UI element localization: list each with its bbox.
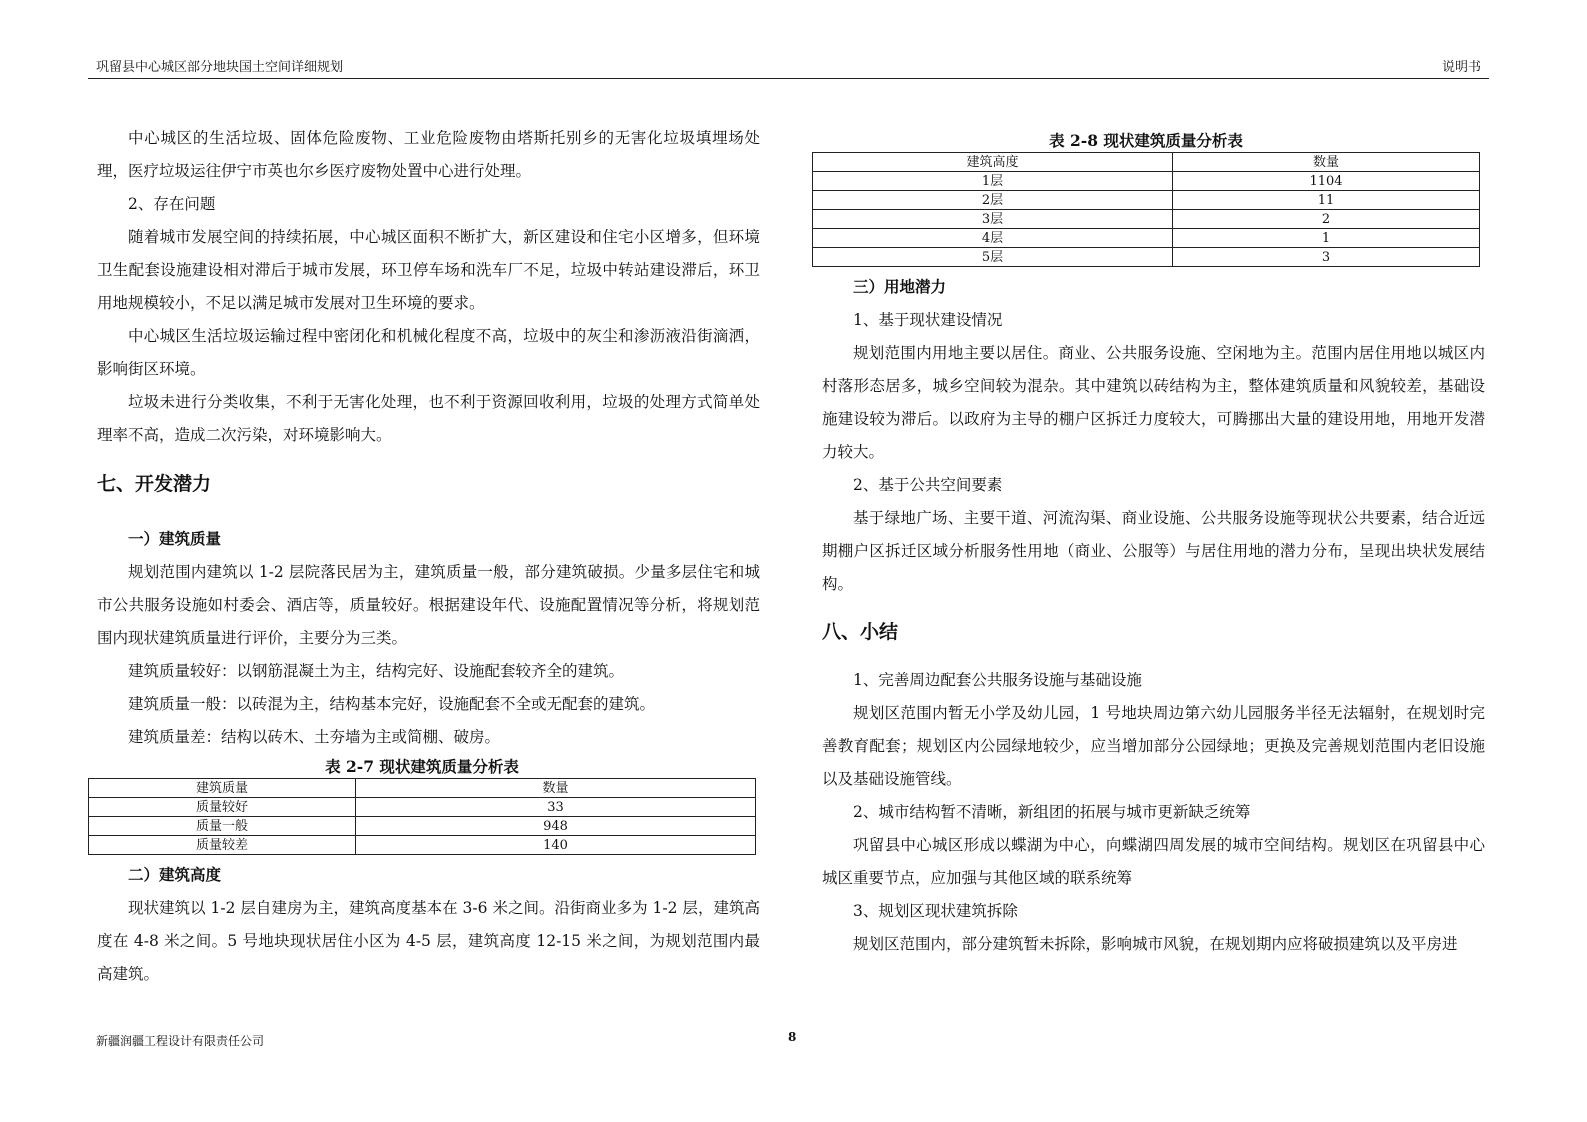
right-column [822, 122, 1485, 961]
table-row [813, 248, 1480, 267]
sub-item: 2、城市结构暂不清晰，新组团的拓展与城市更新缺乏统筹 [853, 803, 1251, 821]
table-cell: 2 [1173, 210, 1480, 229]
sub-item: 2、存在问题 [128, 195, 216, 213]
table-row [813, 210, 1480, 229]
table-header-cell: 建筑质量 [89, 779, 356, 798]
table-cell: 140 [356, 836, 756, 855]
table-2-7-caption: 表 2-7 现状建筑质量分析表 [325, 757, 519, 776]
table-cell: 1层 [813, 172, 1173, 191]
table-cell: 948 [356, 817, 756, 836]
paragraph: 随着城市发展空间的持续拓展，中心城区面积不断扩大，新区建设和住宅小区增多，但环境卫生配套设施建设相对滞后于城市发展，环卫停车场和洗车厂不足，垃圾中转站建设滞后，环卫用地规模较小，不足以满足城市发展对卫生环境的要求。 [97, 228, 760, 312]
section-heading-seven: 七、开发潜力 [97, 473, 212, 495]
paragraph: 基于绿地广场、主要干道、河流沟渠、商业设施、公共服务设施等现状公共要素，结合近远期棚户区拆迁区域分析服务性用地（商业、公服等）与居住用地的潜力分布，呈现出块状发展结构。 [822, 509, 1485, 593]
table-header-cell: 数量 [356, 779, 756, 798]
paragraph: 规划区范围内暂无小学及幼儿园，1 号地块周边第六幼儿园服务半径无法辐射，在规划时完善教育配套；规划区内公园绿地较少，应当增加部分公园绿地；更换及完善规划范围内老旧设施以及基础设施管线。 [822, 704, 1485, 788]
page-number: 8 [788, 1030, 797, 1044]
table-row [813, 191, 1480, 210]
table-cell: 质量一般 [89, 817, 356, 836]
paragraph: 建筑质量一般：以砖混为主，结构基本完好，设施配套不全或无配套的建筑。 [128, 695, 656, 713]
table-row [89, 817, 756, 836]
table-cell: 1 [1173, 229, 1480, 248]
document-type: 说明书 [1441, 60, 1481, 75]
paragraph: 规划范围内建筑以 1-2 层院落民居为主，建筑质量一般，部分建筑破损。少量多层住宅和城市公共服务设施如村委会、酒店等，质量较好。根据建设年代、设施配置情况等分析，将规划范围内现状建筑质量进行评价，主要分为三类。 [97, 563, 760, 647]
paragraph: 规划范围内用地主要以居住。商业、公共服务设施、空闲地为主。范围内居住用地以城区内村落形态居多，城乡空间较为混杂。其中建筑以砖结构为主，整体建筑质量和风貌较差，基础设施建设较为滞后。以政府为主导的棚户区拆迁力度较大，可腾挪出大量的建设用地，用地开发潜力较大。 [822, 344, 1485, 461]
table-2-8-caption: 表 2-8 现状建筑质量分析表 [1049, 131, 1243, 150]
table-cell: 11 [1173, 191, 1480, 210]
table-2-8 [812, 152, 1480, 267]
sub-item: 1、基于现状建设情况 [853, 311, 1003, 329]
paragraph: 中心城区生活垃圾运输过程中密闭化和机械化程度不高，垃圾中的灰尘和渗沥液沿街滴洒，影响街区环境。 [97, 327, 760, 378]
table-cell: 2层 [813, 191, 1173, 210]
sub-item: 1、完善周边配套公共服务设施与基础设施 [853, 671, 1142, 689]
paragraph: 规划区范围内，部分建筑暂未拆除，影响城市风貌，在规划期内应将破损建筑以及平房进 [853, 935, 1458, 953]
paragraph: 现状建筑以 1-2 层自建房为主，建筑高度基本在 3-6 米之间。沿街商业多为 1-2 层，建筑高度在 4-8 米之间。5 号地块现状居住小区为 4-5 层，建筑高度 12-15 米之间，为规划范围内最高建筑。 [97, 899, 760, 983]
table-cell: 质量较好 [89, 798, 356, 817]
table-header-row [89, 779, 756, 798]
table-2-7 [88, 778, 756, 855]
table-cell: 33 [356, 798, 756, 817]
paragraph: 垃圾未进行分类收集，不利于无害化处理，也不利于资源回收利用，垃圾的处理方式简单处理率不高，造成二次污染，对环境影响大。 [97, 393, 760, 444]
paragraph: 建筑质量差：结构以砖木、土夯墙为主或简棚、破房。 [128, 728, 501, 746]
subsection-heading-quality: 一）建筑质量 [128, 530, 222, 548]
sub-item: 2、基于公共空间要素 [853, 476, 1003, 494]
paragraph: 建筑质量较好：以钢筋混凝土为主，结构完好、设施配套较齐全的建筑。 [128, 662, 625, 680]
section-heading-eight: 八、小结 [822, 621, 899, 643]
table-cell: 3 [1173, 248, 1480, 267]
page-header [88, 58, 1489, 79]
document-title: 巩留县中心城区部分地块国土空间详细规划 [96, 60, 344, 75]
table-header-cell: 建筑高度 [813, 153, 1173, 172]
table-row [89, 836, 756, 855]
paragraph: 中心城区的生活垃圾、固体危险废物、工业危险废物由塔斯托别乡的无害化垃圾填埋场处理，医疗垃圾运往伊宁市英也尔乡医疗废物处置中心进行处理。 [97, 129, 760, 180]
table-cell: 1104 [1173, 172, 1480, 191]
table-cell: 4层 [813, 229, 1173, 248]
table-cell: 5层 [813, 248, 1173, 267]
table-row [813, 172, 1480, 191]
left-column [97, 122, 760, 991]
table-row [89, 798, 756, 817]
table-row [813, 229, 1480, 248]
subsection-heading-height: 二）建筑高度 [128, 866, 222, 884]
table-cell: 质量较差 [89, 836, 356, 855]
sub-item: 3、规划区现状建筑拆除 [853, 902, 1018, 920]
table-header-cell: 数量 [1173, 153, 1480, 172]
table-cell: 3层 [813, 210, 1173, 229]
footer-company: 新疆润疆工程设计有限责任公司 [96, 1034, 265, 1048]
paragraph: 巩留县中心城区形成以蝶湖为中心，向蝶湖四周发展的城市空间结构。规划区在巩留县中心城区重要节点，应加强与其他区域的联系统筹 [822, 836, 1485, 887]
subsection-heading-land: 三）用地潜力 [853, 278, 947, 296]
table-header-row [813, 153, 1480, 172]
